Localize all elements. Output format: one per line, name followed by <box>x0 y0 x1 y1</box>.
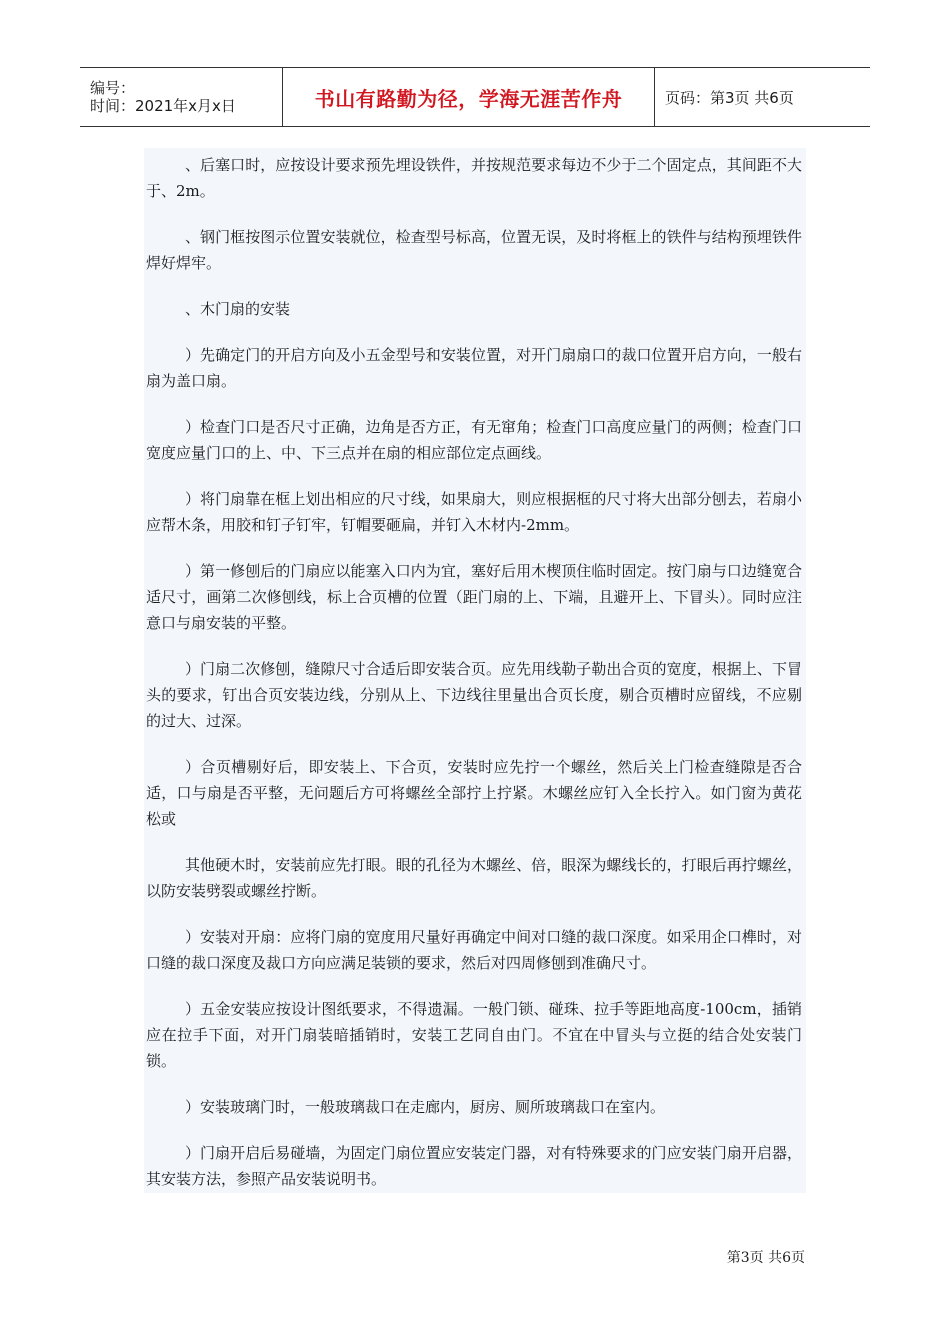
document-time-label: 时间：2021年x月x日 <box>90 97 236 115</box>
paragraph: ）安装玻璃门时，一般玻璃裁口在走廊内，厨房、厕所玻璃裁口在室内。 <box>185 1098 666 1116</box>
header-meta <box>80 68 282 126</box>
document-number-label: 编号： <box>90 79 136 97</box>
paragraph: ）五金安装应按设计图纸要求，不得遗漏。一般门锁、碰珠、拉手等距地高度-100cm，插销应在拉手下面，对开门扇装暗插销时，安装工艺同自由门。不宜在中冒头与立挺的结合处安装门锁。 <box>146 1000 802 1070</box>
paragraph: ）先确定门的开启方向及小五金型号和安装位置，对开门扇扇口的裁口位置开启方向，一般右扇为盖口扇。 <box>146 346 802 390</box>
paragraph: ）检查门口是否尺寸正确，边角是否方正，有无窜角；检查门口高度应量门的两侧；检查门口宽度应量门口的上、中、下三点并在扇的相应部位定点画线。 <box>146 418 802 462</box>
paragraph: ）合页槽剔好后，即安装上、下合页，安装时应先拧一个螺丝，然后关上门检查缝隙是否合适，口与扇是否平整，无问题后方可将螺丝全部拧上拧紧。木螺丝应钉入全长拧入。如门窗为黄花松或 <box>146 758 802 828</box>
paragraph: 其他硬木时，安装前应先打眼。眼的孔径为木螺丝、倍，眼深为螺线长的，打眼后再拧螺丝，以防安装劈裂或螺丝拧断。 <box>146 856 802 900</box>
page-footer: 第3页 共6页 <box>726 1250 805 1266</box>
document-header <box>80 67 870 127</box>
header-motto-cell <box>282 68 655 126</box>
section-heading: 、木门扇的安装 <box>185 300 291 318</box>
header-page-cell <box>655 68 870 126</box>
document-body <box>144 148 806 1193</box>
paragraph: ）门扇开启后易碰墙，为固定门扇位置应安装定门器，对有特殊要求的门应安装门扇开启器，其安装方法，参照产品安装说明书。 <box>146 1144 802 1188</box>
header-page-label: 页码：第3页 共6页 <box>665 88 794 107</box>
paragraph: ）将门扇靠在框上划出相应的尺寸线，如果扇大，则应根据框的尺寸将大出部分刨去，若扇小应帮木条，用胶和钉子钉牢，钉帽要砸扁，并钉入木材内-2mm。 <box>146 490 802 534</box>
paragraph: 、钢门框按图示位置安装就位，检查型号标高，位置无误，及时将框上的铁件与结构预埋铁件焊好焊牢。 <box>146 228 802 272</box>
paragraph: ）门扇二次修刨，缝隙尺寸合适后即安装合页。应先用线勒子勒出合页的宽度，根据上、下冒头的要求，钉出合页安装边线，分别从上、下边线往里量出合页长度，剔合页槽时应留线，不应剔的过大、过深。 <box>146 660 802 730</box>
paragraph: ）第一修刨后的门扇应以能塞入口内为宜，塞好后用木楔顶住临时固定。按门扇与口边缝宽合适尺寸，画第二次修刨线，标上合页槽的位置（距门扇的上、下端，且避开上、下冒头）。同时应注意口与扇安装的平整。 <box>146 562 802 632</box>
header-motto: 书山有路勤为径，学海无涯苦作舟 <box>314 86 623 111</box>
paragraph: 、后塞口时，应按设计要求预先埋设铁件，并按规范要求每边不少于二个固定点，其间距不大于、2m。 <box>146 156 802 200</box>
paragraph: ）安装对开扇：应将门扇的宽度用尺量好再确定中间对口缝的裁口深度。如采用企口榫时，对口缝的裁口深度及裁口方向应满足装锁的要求，然后对四周修刨到准确尺寸。 <box>146 928 802 972</box>
